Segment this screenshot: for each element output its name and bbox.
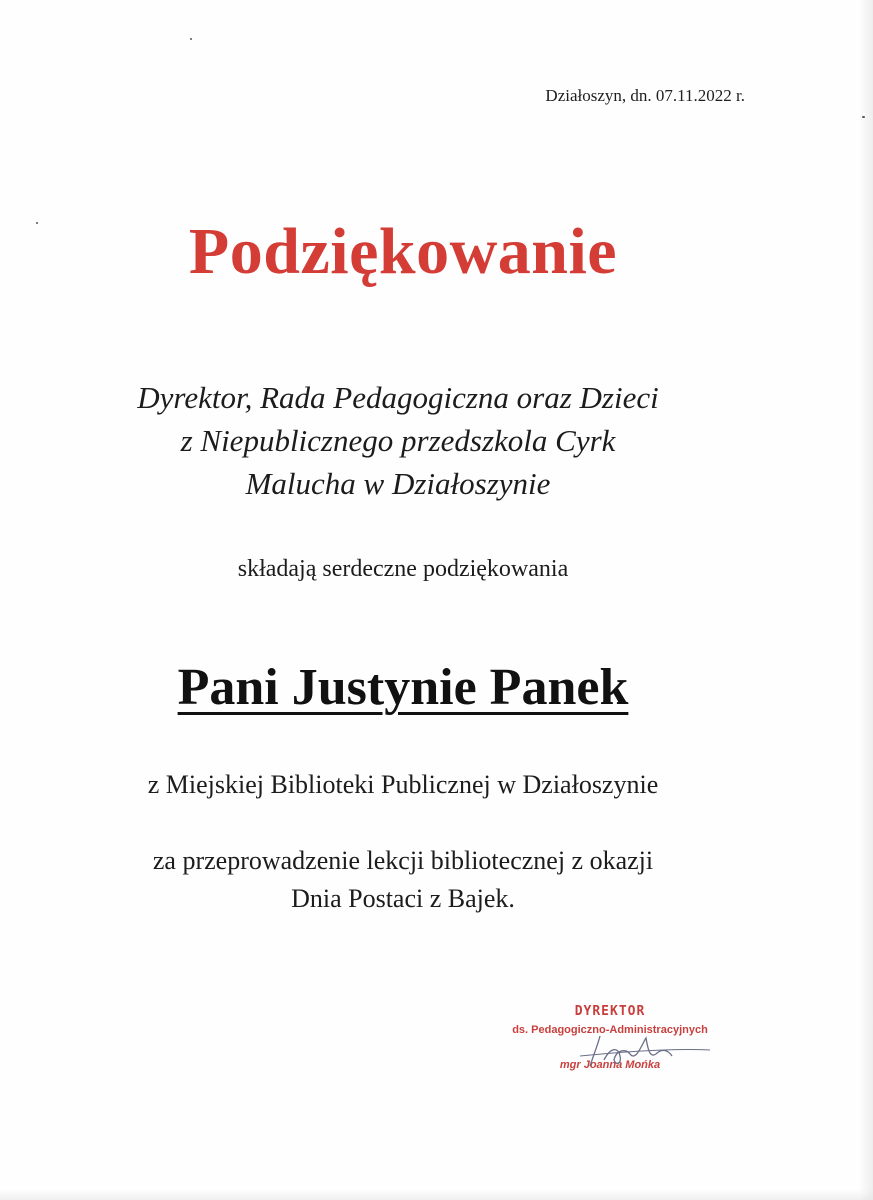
institution-line: z Miejskiej Biblioteki Publicznej w Działoszynie xyxy=(147,770,659,799)
senders-block xyxy=(0,376,796,505)
senders-line: Dyrektor, Rada Pedagogiczna oraz Dzieci xyxy=(137,380,659,415)
scan-speck xyxy=(190,38,192,40)
scan-speck xyxy=(862,116,865,118)
reason-line: Dnia Postaci z Bajek. xyxy=(291,884,515,913)
senders-line: z Niepublicznego przedszkola Cyrk xyxy=(180,423,616,458)
reason-block xyxy=(0,842,806,918)
senders-line: Malucha w Działoszynie xyxy=(245,466,551,501)
handwritten-signature xyxy=(560,1026,720,1076)
date-line: Działoszyn, dn. 07.11.2022 r. xyxy=(545,86,745,105)
page-bottom-shadow xyxy=(0,1190,873,1200)
recipient-block xyxy=(0,658,806,717)
stamp-title: DYREKTOR xyxy=(574,1004,646,1019)
reason-line: za przeprowadzenie lekcji bibliotecznej z okazji xyxy=(152,846,654,875)
stamp-name: mgr Joanna Mońka xyxy=(559,1059,661,1071)
thanks-line: składają serdeczne podziękowania xyxy=(237,556,569,582)
recipient-name: Pani Justynie Panek xyxy=(177,659,629,716)
stamp-subtitle: ds. Pedagogiczno-Administracyjnych xyxy=(512,1024,708,1036)
document-title: Podziękowanie xyxy=(188,215,618,288)
page-edge-shadow xyxy=(859,0,873,1200)
